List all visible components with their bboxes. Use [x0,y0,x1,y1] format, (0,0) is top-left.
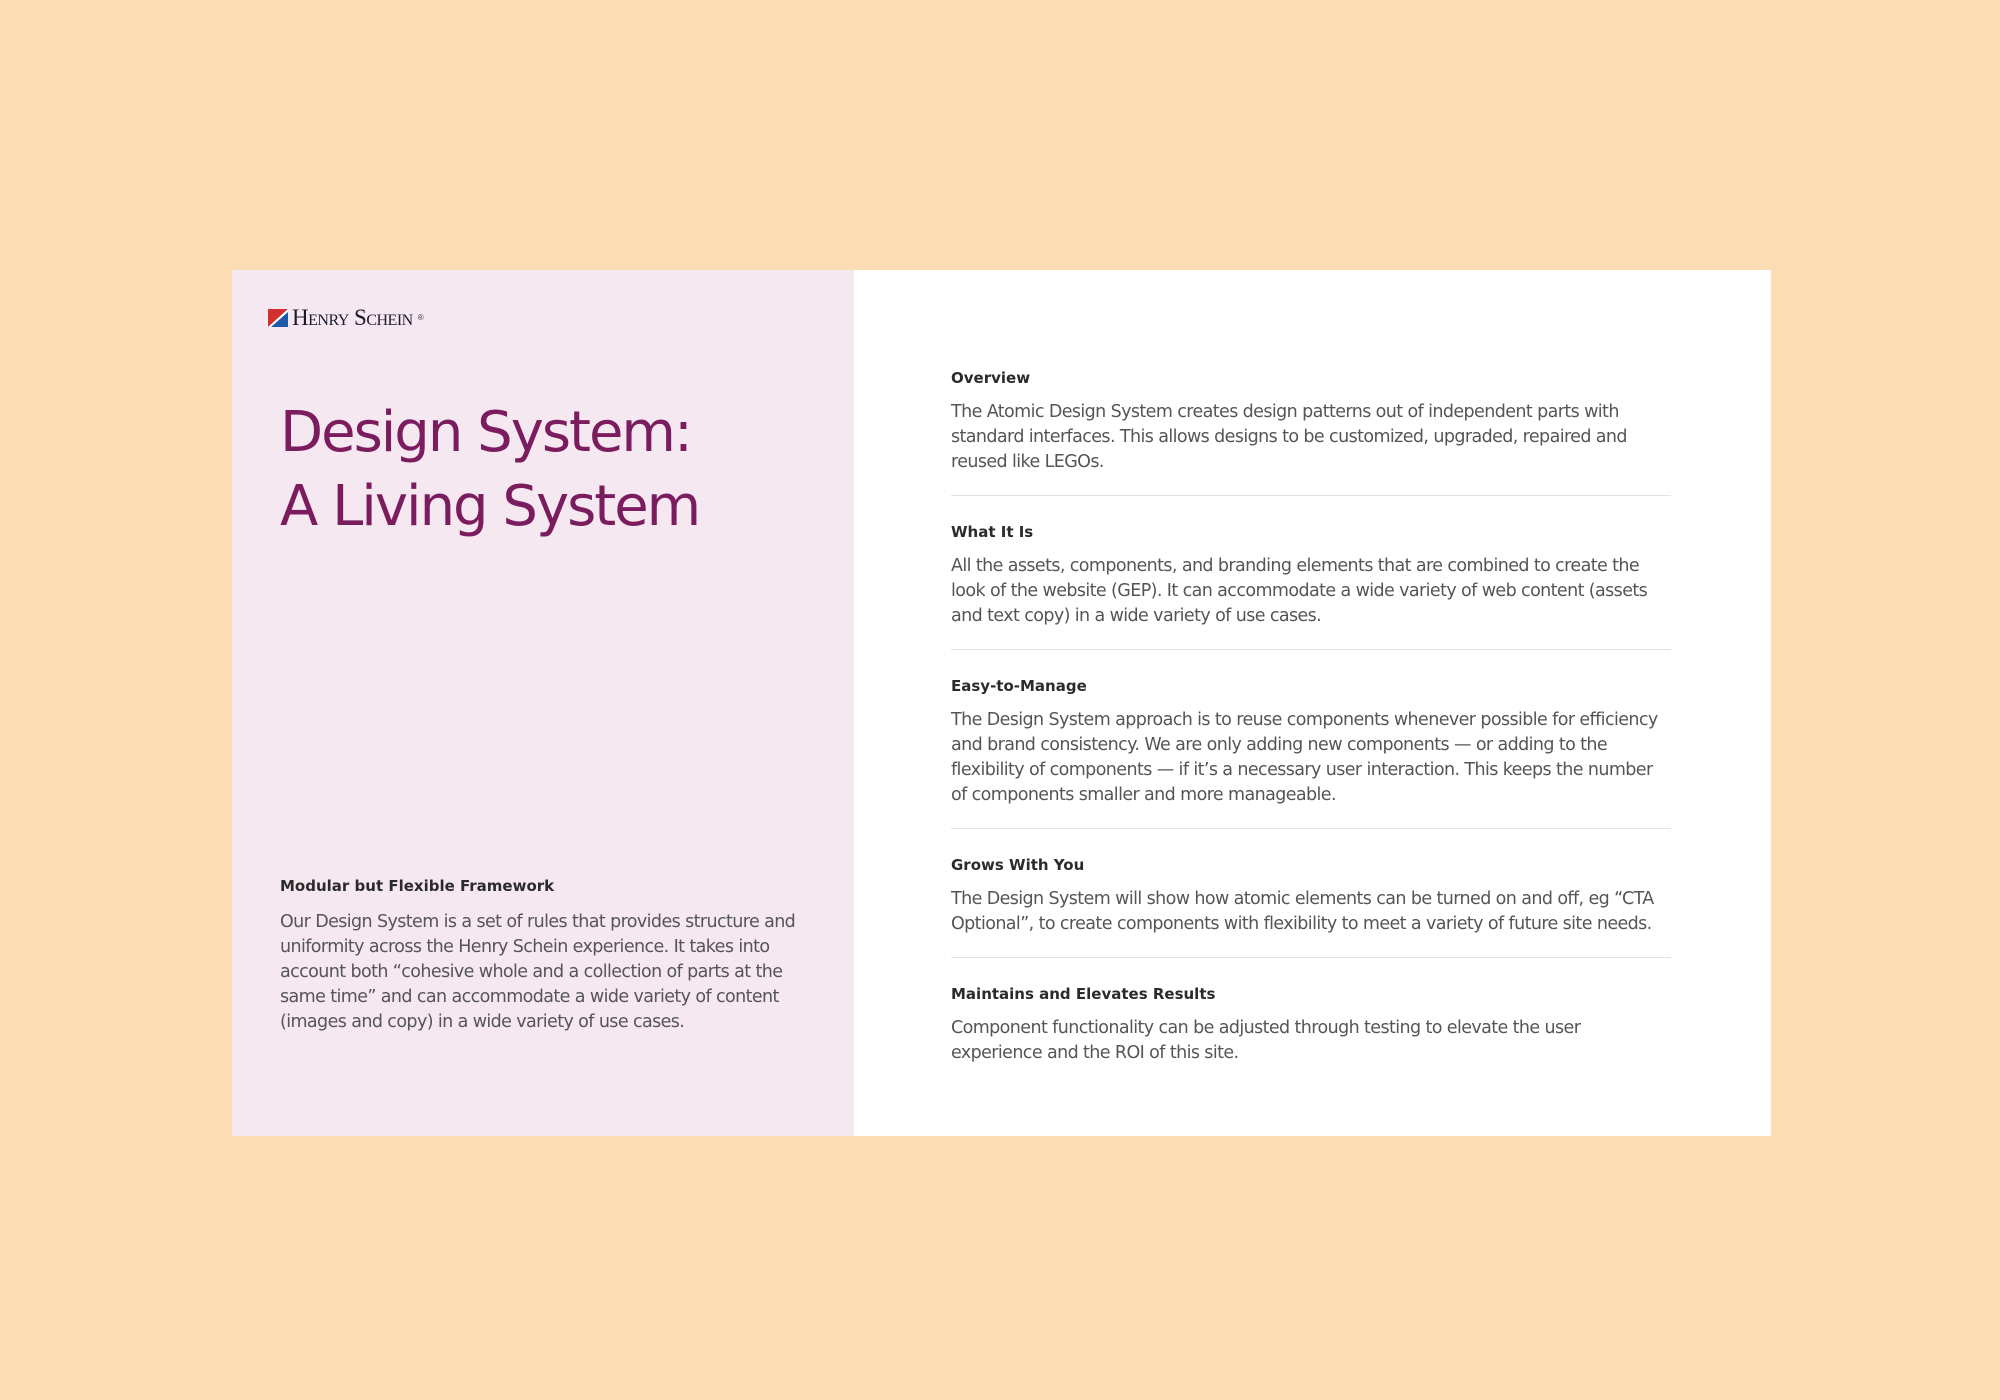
section-heading: Grows With You [951,856,1085,874]
section-overview [951,368,1671,496]
section-body: Component functionality can be adjusted through testing to elevate the user experience and the ROI of this site. [951,1018,1581,1063]
section-body: The Design System approach is to reuse components whenever possible for efficiency and brand consistency. We are only adding new components — or adding to the flexibility of components — if it’s a necessary user interaction. This keeps the number of components smaller and more manageable. [951,710,1658,805]
section-body: The Atomic Design System creates design patterns out of independent parts with standard interfaces. This allows designs to be customized, upgraded, repaired and reused like LEGOs. [951,402,1627,472]
section-grows-with-you [951,855,1671,958]
section-what-it-is [951,522,1671,650]
page-title [280,396,820,544]
intro-body: Our Design System is a set of rules that provides structure and uniformity across the Henry Schein experience. It takes into account both “cohesive whole and a collection of parts at the same time” and can accommodate a wide variety of content (images and copy) in a wide variety of use cases. [280,912,796,1032]
page-title-line-1: Design System: [280,400,691,465]
section-maintains-and-elevates-results [951,984,1671,1086]
intro-heading: Modular but Flexible Framework [280,877,555,895]
section-easy-to-manage [951,676,1671,829]
right-panel [854,270,1771,1136]
page-title-line-2: A Living System [280,474,700,539]
henry-schein-logo [268,306,424,329]
section-heading: Easy-to-Manage [951,677,1087,695]
section-heading: What It Is [951,523,1034,541]
section-body: The Design System will show how atomic elements can be turned on and off, eg “CTA Optional”, to create components with flexibility to meet a variety of future site needs. [951,889,1654,934]
henry-schein-logo-icon [268,309,288,327]
sections-list [951,368,1671,1086]
document-card [232,270,1771,1136]
registered-mark: ® [417,313,424,322]
left-panel [232,270,854,1136]
section-body: All the assets, components, and branding elements that are combined to create the look of the website (GEP). It can accommodate a wide variety of web content (assets and text copy) in a wide variety of use cases. [951,556,1648,626]
logo-wordmark: Henry Schein [292,305,413,330]
intro-section [280,876,815,1035]
section-heading: Overview [951,369,1031,387]
section-heading: Maintains and Elevates Results [951,985,1216,1003]
